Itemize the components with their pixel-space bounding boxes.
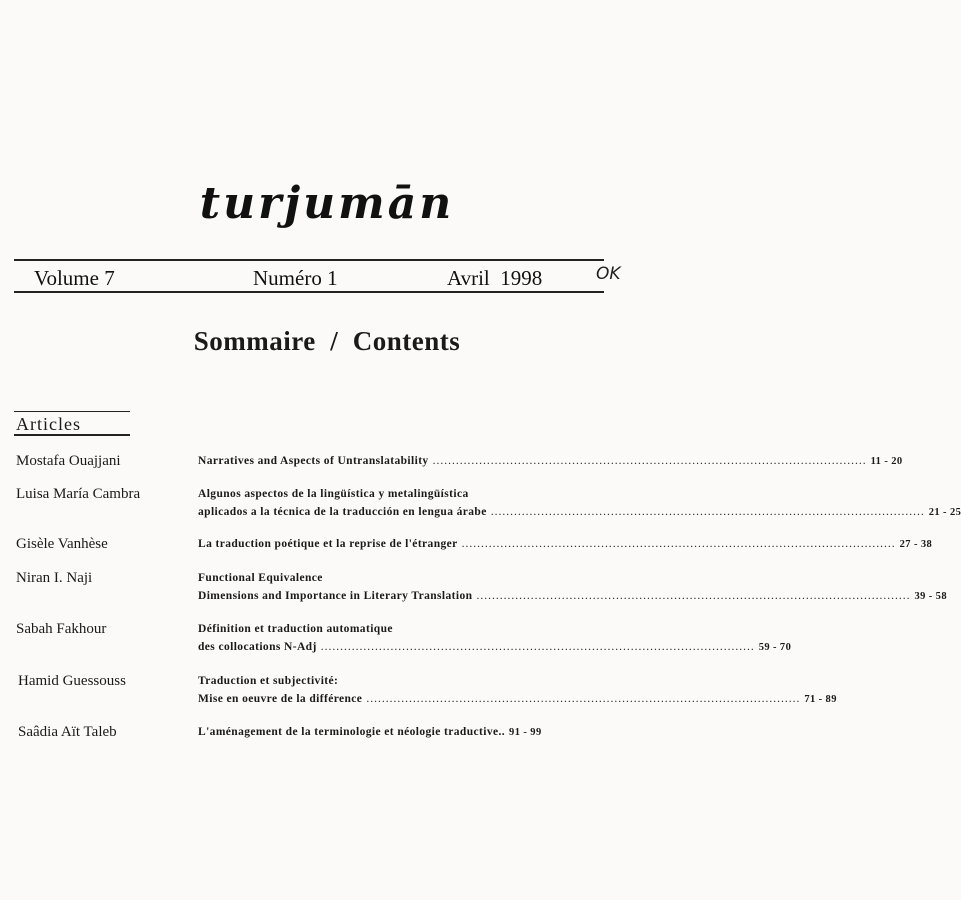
- issue-volume: Volume 7: [34, 266, 115, 290]
- leader-dots: ................................................................................................................: [461, 538, 896, 550]
- article-title-line: Mise en oeuvre de la différence: [198, 693, 363, 705]
- article-author: Niran I. Naji: [16, 570, 93, 586]
- leader-dots: ................................................................................................................: [476, 590, 911, 602]
- article-title: [198, 538, 933, 556]
- handwritten-ok-annotation: OK: [596, 264, 621, 284]
- article-title: [198, 455, 903, 473]
- article-title: [198, 488, 961, 524]
- article-title: [198, 675, 837, 711]
- article-pages: 39 - 58: [914, 591, 947, 602]
- article-author: Saâdia Aït Taleb: [18, 724, 117, 740]
- leader-dots: ................................................................................................................: [366, 693, 801, 705]
- article-title-line: La traduction poétique et la reprise de l'étranger: [198, 538, 458, 550]
- article-title-line: Functional Equivalence: [198, 572, 323, 584]
- article-author: Hamid Guessouss: [18, 673, 126, 689]
- article-pages: 59 - 70: [758, 642, 792, 653]
- article-title: [198, 623, 792, 659]
- article-title-line: Traduction et subjectivité:: [198, 675, 339, 687]
- article-author: Sabah Fakhour: [16, 621, 107, 637]
- article-title: [198, 726, 598, 744]
- article-title-line: Définition et traduction automatique: [198, 623, 393, 635]
- journal-title: turjumān: [199, 178, 455, 229]
- article-title-line: des collocations N-Adj: [198, 641, 317, 653]
- section-label: Articles: [16, 414, 81, 434]
- article-pages: 21 - 25: [928, 507, 961, 518]
- article-title-line: Dimensions and Importance in Literary Translation: [198, 590, 473, 602]
- article-author: Mostafa Ouajjani: [16, 453, 121, 469]
- article-pages: 91 - 99: [509, 727, 542, 738]
- article-author: Luisa María Cambra: [16, 486, 141, 502]
- article-pages: 71 - 89: [804, 694, 837, 705]
- article-pages: 11 - 20: [870, 456, 903, 467]
- issue-date: Avril 1998: [447, 266, 543, 290]
- issue-number: Numéro 1: [253, 266, 338, 290]
- section-bottom-rule: [14, 434, 130, 436]
- leader-dots: ................................................................................................................: [320, 641, 755, 653]
- article-title: [198, 572, 947, 608]
- bottom-rule: [14, 291, 604, 293]
- article-title-line: aplicados a la técnica de la traducción en lengua árabe: [198, 506, 487, 518]
- article-title-line: Narratives and Aspects of Untranslatability: [198, 455, 429, 467]
- leader-dots: ................................................................................................................: [432, 455, 867, 467]
- article-pages: 27 - 38: [899, 539, 933, 550]
- contents-heading: Sommaire / Contents: [193, 326, 461, 356]
- leader-dots: ................................................................................................................: [490, 506, 925, 518]
- section-top-rule: [14, 411, 130, 412]
- article-title-line: L'aménagement de la terminologie et néologie traductive..: [198, 726, 506, 738]
- top-rule: [14, 259, 604, 261]
- article-author: Gisèle Vanhèse: [16, 536, 108, 552]
- article-title-line: Algunos aspectos de la lingüística y metalingüística: [198, 488, 469, 500]
